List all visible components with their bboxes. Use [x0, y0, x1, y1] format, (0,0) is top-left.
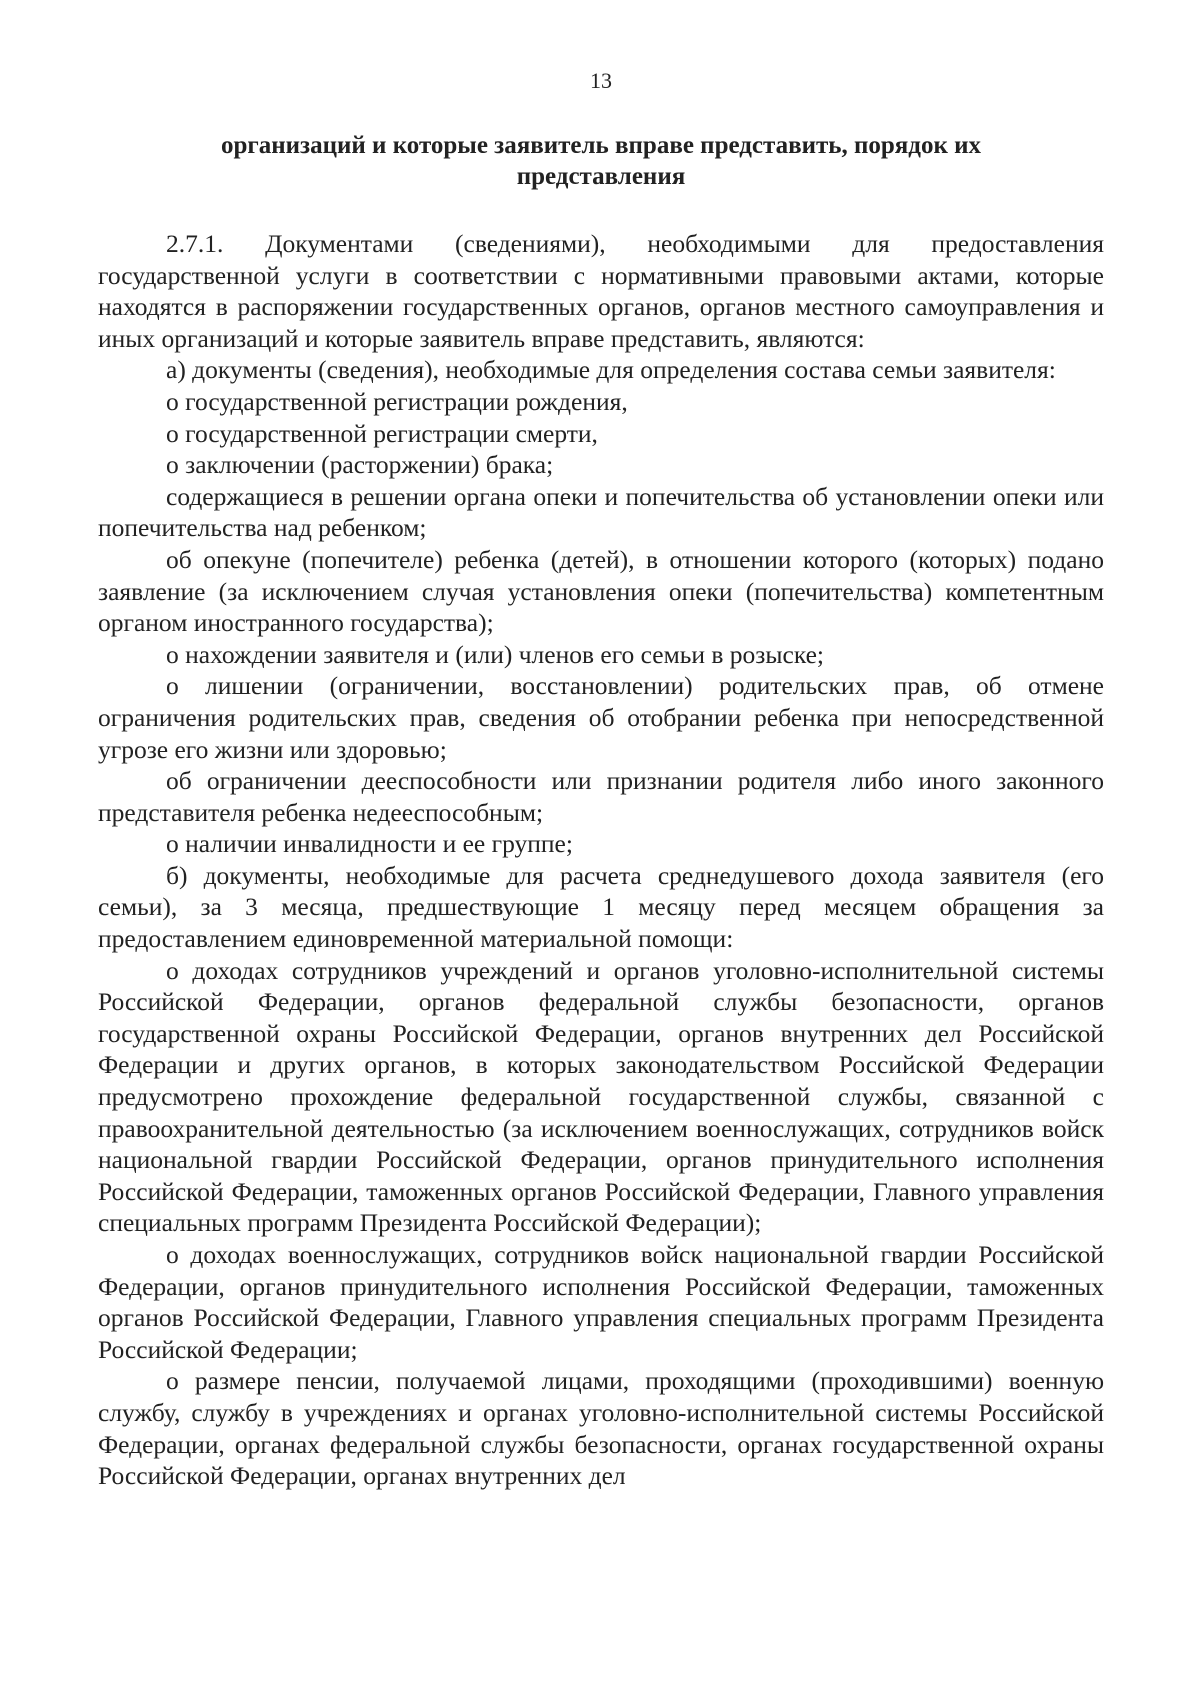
- document-body: [98, 228, 1104, 1492]
- paragraph: о наличии инвалидности и ее группе;: [166, 829, 573, 859]
- paragraph: 2.7.1. Документами (сведениями), необходимыми для предоставления государственной услуги в соответствии с нормативными правовыми актами, которые находятся в распоряжении государственных органов, органов местного самоуправления и иных организаций и которые заявитель вправе представить, являются:: [98, 229, 1104, 353]
- paragraph: б) документы, необходимые для расчета среднедушевого дохода заявителя (его семьи), за 3 месяца, предшествующие 1 месяцу перед месяцем обращения за предоставлением единовременной материальной помощи:: [98, 860, 1104, 954]
- paragraph: содержащиеся в решении органа опеки и попечительства об установлении опеки или попечительства над ребенком;: [98, 481, 1104, 543]
- paragraph: о доходах сотрудников учреждений и органов уголовно-исполнительной системы Российской Федерации, органов федеральной службы безопасности, органов государственной охраны Российской Федерации, органов внутренних дел Российской Федерации и других органов, в которых законодательством Российской Федерации предусмотрено прохождение федеральной государственной службы, связанной с правоохранительной деятельностью (за исключением военнослужащих, сотрудников войск национальной гвардии Российской Федерации, органов принудительного исполнения Российской Федерации, таможенных органов Российской Федерации, Главного управления специальных программ Президента Российской Федерации);: [98, 955, 1104, 1238]
- paragraph: о лишении (ограничении, восстановлении) родительских прав, об отмене ограничения родительских прав, сведения об отобрании ребенка при непосредственной угрозе его жизни или здоровью;: [98, 671, 1104, 764]
- paragraph: о доходах военнослужащих, сотрудников войск национальной гвардии Российской Федерации, органов принудительного исполнения Российской Федерации, таможенных органов Российской Федерации, Главного управления специальных программ Президента Российской Федерации;: [98, 1240, 1104, 1364]
- paragraph: о размере пенсии, получаемой лицами, проходящими (проходившими) военную службу, службу в учреждениях и органах уголовно-исполнительной системы Российской Федерации, органах федеральной службы безопасности, органах государственной охраны Российской Федерации, органах внутренних дел: [98, 1366, 1104, 1491]
- paragraph: об опекуне (попечителе) ребенка (детей), в отношении которого (которых) подано заявление (за исключением случая установления опеки (попечительства) компетентным органом иностранного государства);: [98, 544, 1104, 638]
- page-number: 13: [590, 68, 612, 93]
- paragraph: о государственной регистрации смерти,: [166, 418, 598, 448]
- paragraph: об ограничении дееспособности или признании родителя либо иного законного представителя ребенка недееспособным;: [98, 766, 1104, 827]
- section-heading: организаций и которые заявитель вправе представить, порядок их представления: [220, 132, 982, 190]
- paragraph: о государственной регистрации рождения,: [166, 386, 628, 416]
- paragraph: о нахождении заявителя и (или) членов его семьи в розыске;: [166, 639, 824, 669]
- paragraph: а) документы (сведения), необходимые для определения состава семьи заявителя:: [166, 355, 1056, 385]
- paragraph: о заключении (расторжении) брака;: [166, 450, 554, 480]
